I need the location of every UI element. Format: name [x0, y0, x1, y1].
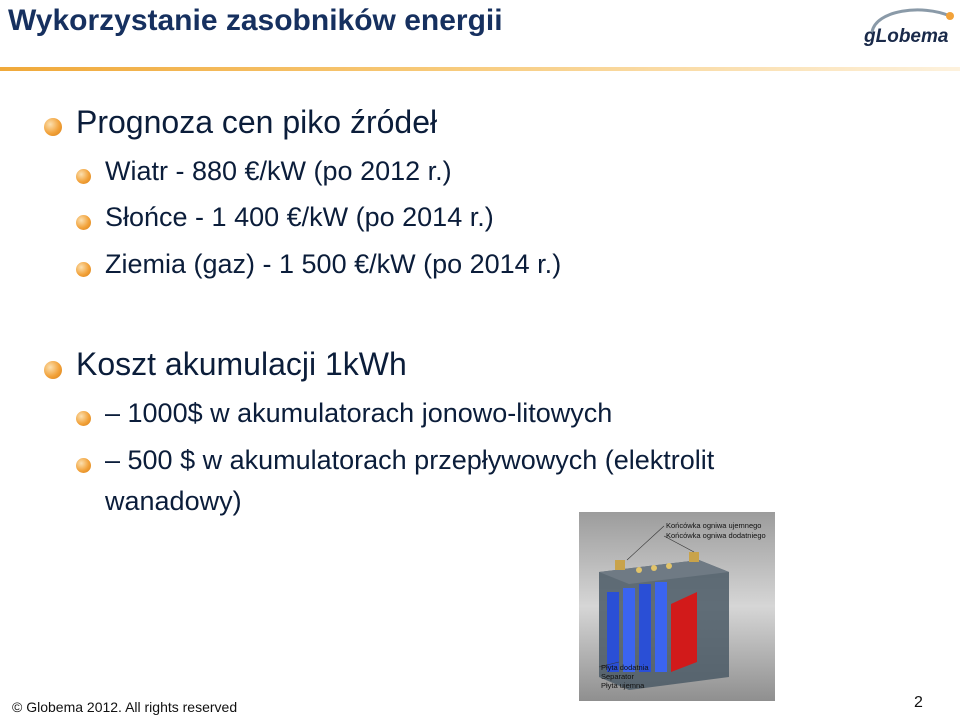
page-number: 2 — [914, 694, 923, 711]
section-heading-storage-cost: Koszt akumulacji 1kWh — [76, 346, 407, 382]
title-underline — [0, 67, 960, 71]
label-negative-plate: Płyta ujemna — [601, 681, 645, 690]
slide-title: Wykorzystanie zasobników energii — [8, 4, 503, 37]
bullet-icon — [44, 361, 62, 379]
label-separator: Separator — [601, 672, 634, 681]
footer-text: Globema 2012. All rights reserved — [26, 699, 238, 715]
globema-logo — [862, 2, 958, 48]
svg-text:gLobema: gLobema — [864, 26, 949, 47]
bullet-icon — [76, 262, 91, 277]
bullet-icon — [76, 411, 91, 426]
list-item-sun: Słońce - 1 400 €/kW (po 2014 r.) — [105, 202, 494, 232]
list-item-flow-continuation: wanadowy) — [105, 486, 242, 516]
label-positive-terminal: Końcówka ogniwa dodatniego — [666, 531, 766, 540]
footer-copyright — [12, 699, 237, 715]
list-item-wind: Wiatr - 880 €/kW (po 2012 r.) — [105, 156, 452, 186]
bullet-icon — [76, 169, 91, 184]
bullet-icon — [76, 458, 91, 473]
list-item-flow: – 500 $ w akumulatorach przepływowych (elektrolit — [105, 445, 715, 475]
section-heading-prognosis: Prognoza cen piko źródeł — [76, 104, 438, 140]
label-positive-plate: Płyta dodatnia — [601, 663, 649, 672]
battery-cutaway-image — [579, 512, 775, 701]
bullet-icon — [44, 118, 62, 136]
list-item-earth: Ziemia (gaz) - 1 500 €/kW (po 2014 r.) — [105, 249, 562, 279]
label-negative-terminal: Końcówka ogniwa ujemnego — [666, 521, 762, 530]
bullet-icon — [76, 215, 91, 230]
copyright-icon: © — [12, 699, 23, 715]
list-item-li-ion: – 1000$ w akumulatorach jonowo-litowych — [105, 398, 613, 428]
